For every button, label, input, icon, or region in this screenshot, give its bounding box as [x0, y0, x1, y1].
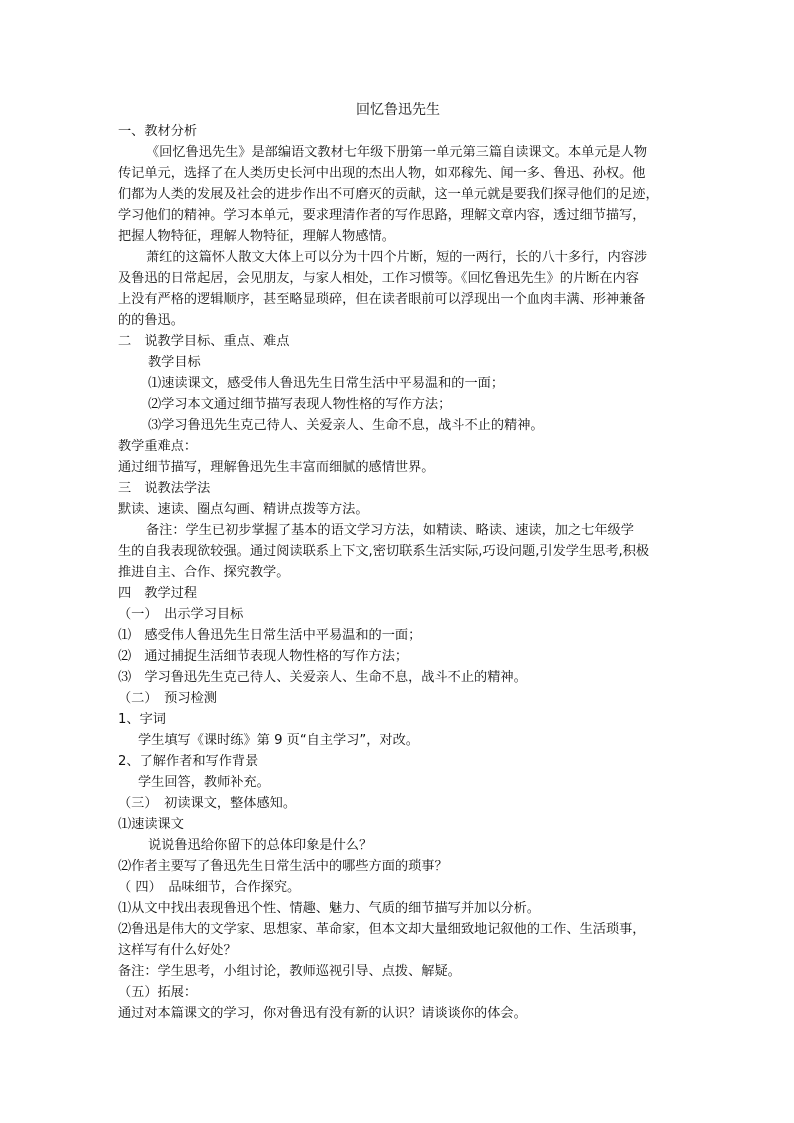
text-line: 们都为人类的发展及社会的进步作出不可磨灭的贡献，这一单元就是要我们探寻他们的足迹，: [118, 187, 659, 202]
subsection-heading: （三） 初读课文，整体感知。: [118, 796, 297, 811]
list-item: ⑶ 学习鲁迅先生克己待人、关爱亲人、生命不息，战斗不止的精神。: [118, 670, 527, 685]
text-line: 学生回答，教师补充。: [138, 775, 270, 790]
text-line: 通过细节描写，理解鲁迅先生丰富而细腻的感情世界。: [118, 460, 435, 475]
text-line: 一、教材分析: [118, 124, 198, 139]
subsection-heading: （五）拓展：: [118, 985, 198, 1000]
section-heading: 三 说教法学法: [118, 481, 211, 496]
text-line: 萧红的这篇怀人散文大体上可以分为十四个片断，短的一两行，长的八十多行，内容涉: [146, 250, 648, 265]
list-item: ⑴速读课文，感受伟人鲁迅先生日常生活中平易温和的一面；: [148, 376, 505, 391]
list-item: ⑵ 通过捕捉生活细节表现人物性格的写作方法；: [118, 649, 409, 664]
text-line: 传记单元，选择了在人类历史长河中出现的杰出人物，如邓稼先、闻一多、鲁迅、孙权。他: [118, 166, 646, 181]
list-item: ⑴从文中找出表现鲁迅个性、情趣、魅力、气质的细节描写并加以分析。: [118, 901, 540, 916]
text-line: 生的自我表现欲较强。通过阅读联系上下文,密切联系生活实际,巧设问题,引发学生思考,积极: [118, 544, 650, 559]
text-line: 说说鲁迅给你留下的总体印象是什么？: [148, 838, 373, 853]
list-item: ⑵学习本文通过细节描写表现人物性格的写作方法；: [148, 397, 452, 412]
list-item: ⑵鲁迅是伟大的文学家、思想家、革命家，但本文却大量细致地记叙他的工作、生活琐事，: [118, 922, 646, 937]
text-line: 的的鲁迅。: [118, 313, 184, 328]
section-heading: 二 说教学目标、重点、难点: [118, 334, 290, 349]
document-body: [118, 121, 678, 1024]
list-item: ⑵作者主要写了鲁迅先生日常生活中的哪些方面的琐事？: [118, 859, 448, 874]
text-line: 备注：学生思考，小组讨论，教师巡视引导、点拨、解疑。: [118, 964, 461, 979]
subsection-heading: （二） 预习检测: [118, 691, 217, 706]
text-line: 及鲁迅的日常起居，会见朋友，与家人相处，工作习惯等。《回忆鲁迅先生》的片断在内容: [118, 271, 639, 286]
text-line: 1、字词: [118, 712, 166, 727]
document-title: 回忆鲁迅先生: [356, 102, 440, 118]
text-line: 把握人物特征，理解人物特征，理解人物感情。: [118, 229, 395, 244]
text-line: 学生填写《课时练》第 9 页“自主学习”，对改。: [138, 733, 419, 748]
list-item: ⑴ 感受伟人鲁迅先生日常生活中平易温和的一面；: [118, 628, 422, 643]
text-line: 《回忆鲁迅先生》是部编语文教材七年级下册第一单元第三篇自读课文。本单元是人物: [146, 145, 648, 160]
section-heading: 四 教学过程: [118, 586, 198, 601]
text-line: 推进自主、合作、探究教学。: [118, 565, 290, 580]
subsection-heading: （一） 出示学习目标: [118, 607, 244, 622]
text-line: 备注：学生已初步掌握了基本的语文学习方法，如精读、略读、速读，加之七年级学: [146, 523, 634, 538]
text-line: 教学重难点：: [118, 439, 198, 454]
document-page: [118, 100, 678, 1024]
subsection-heading: （ 四） 品味细节，合作探究。: [118, 880, 301, 895]
list-item: ⑴速读课文: [118, 817, 184, 832]
text-line: 教学目标: [148, 355, 201, 370]
text-line: 通过对本篇课文的学习，你对鲁迅有没有新的认识？请谈谈你的体会。: [118, 1006, 527, 1021]
text-line: 上没有严格的逻辑顺序，甚至略显琐碎，但在读者眼前可以浮现出一个血肉丰满、形神兼备: [118, 292, 646, 307]
text-line: 2、了解作者和写作背景: [118, 754, 259, 769]
list-item: ⑶学习鲁迅先生克己待人、关爱亲人、生命不息，战斗不止的精神。: [148, 418, 544, 433]
text-line: 学习他们的精神。学习本单元，要求理清作者的写作思路，理解文章内容，透过细节描写，: [118, 208, 646, 223]
text-line: 默读、速读、圈点勾画、精讲点拨等方法。: [118, 502, 369, 517]
text-line: 这样写有什么好处？: [118, 943, 237, 958]
